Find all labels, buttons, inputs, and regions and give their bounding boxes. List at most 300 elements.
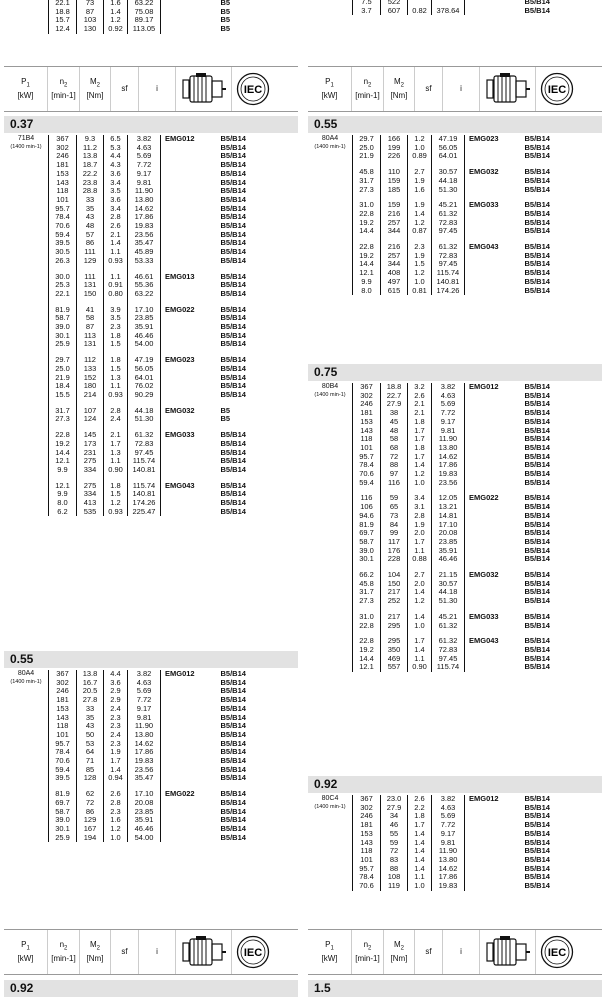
torque-value: 58 [77,314,104,323]
service-factor: 1.7 [408,427,432,436]
speed-value: 31.0 [353,613,381,622]
service-factor: 2.4 [104,415,128,424]
service-factor: 1.2 [104,825,128,834]
speed-value: 31.7 [353,177,381,186]
ratio-value: 11.90 [432,847,465,856]
flange-type: B5/B14 [524,611,550,621]
header-n2: $n_2$ [min-1] [48,930,80,974]
table-row [353,555,565,564]
ratio-value: 20.08 [128,799,161,808]
speed-value: 81.9 [353,521,381,530]
ratio-value: 5.69 [128,687,161,696]
flange-type: B5/B14 [524,175,550,185]
table-row [49,340,261,349]
flange-type: B5/B14 [220,168,246,178]
service-factor: 0.82 [408,7,432,16]
service-factor: 2.3 [104,323,128,332]
speed-value: 22.1 [49,290,77,299]
ratio-value: 11.90 [128,722,161,731]
torque-value: 85 [77,766,104,775]
flange-type: B5/B14 [524,134,550,143]
service-factor: 2.8 [104,213,128,222]
gearbox-model [465,512,523,521]
speed-value: 78.4 [353,873,381,882]
service-factor: 3.4 [104,205,128,214]
gearbox-model [465,418,523,427]
speed-value: 58.7 [49,314,77,323]
service-factor: 2.3 [104,722,128,731]
service-factor: 0.89 [408,152,432,161]
service-factor: 1.7 [408,453,432,462]
service-factor: 2.8 [408,512,432,521]
speed-value: 22.8 [353,622,381,631]
gearbox-model [465,804,523,813]
ratio-value: 17.86 [128,213,161,222]
speed-value: 95.7 [353,453,381,462]
gearbox-model [465,663,523,672]
torque-value: 38 [381,409,408,418]
ratio-value: 35.47 [128,774,161,783]
ratio-value: 72.83 [128,440,161,449]
ratio-value: 46.46 [128,332,161,341]
gearbox-model [465,470,523,479]
gearbox-model [465,847,523,856]
flange-type: B5/B14 [524,820,550,830]
flange-type: B5/B14 [524,872,550,882]
service-factor: 1.2 [408,597,432,606]
gear-table [352,795,565,891]
gearbox-model: EMG043 [469,636,499,646]
gearbox-model [161,834,219,843]
gearbox-model [465,555,523,564]
service-factor: 2.6 [408,392,432,401]
gearbox-model: EMG012 [165,134,195,143]
ratio-value: 63.22 [128,290,161,299]
gearbox-model: EMG032 [469,167,499,177]
service-factor: 2.0 [408,529,432,538]
service-factor: 0.93 [104,257,128,266]
gearbox-model [161,391,219,400]
service-factor: 1.0 [408,144,432,153]
ratio-value: 9.17 [432,830,465,839]
ratio-value: 9.17 [128,170,161,179]
gearbox-model [161,205,219,214]
ratio-value: 72.83 [432,252,465,261]
service-factor: 2.3 [104,808,128,817]
header-sf: sf [111,930,139,974]
gear-table [352,135,565,295]
ratio-value: 97.45 [432,227,465,236]
flange-type: B5/B14 [220,203,246,213]
gearbox-model [465,444,523,453]
ratio-value: 90.29 [128,391,161,400]
speed-value: 59.4 [49,231,77,240]
flange-type: B5/B14 [524,811,550,821]
ratio-value: 115.74 [432,663,465,672]
flange-type: B5/B14 [220,151,246,161]
gearbox-model [161,365,219,374]
speed-value: 81.9 [49,790,77,799]
flange-type: B5/B14 [524,596,550,606]
flange-type: B5 [220,24,231,34]
service-factor: 0.92 [104,25,128,34]
header-p1: $P_1$ [kW] [308,930,352,974]
service-factor: 1.7 [408,435,432,444]
motor-label [308,135,352,151]
torque-value: 131 [77,281,104,290]
flange-type: B5/B14 [220,498,246,508]
table-row [353,186,565,195]
speed-value: 15.7 [49,16,77,25]
gearbox-model [161,332,219,341]
gearbox-model [161,25,219,34]
flange-type: B5/B14 [220,489,246,499]
speed-value: 106 [353,503,381,512]
motor-icon [480,67,536,111]
ratio-value: 23.85 [432,538,465,547]
ratio-value: 115.74 [128,457,161,466]
flange-type: B5/B14 [524,653,550,663]
speed-value: 39.0 [49,816,77,825]
speed-value: 27.3 [353,597,381,606]
speed-value: 94.6 [353,512,381,521]
torque-value: 103 [77,16,104,25]
service-factor: 1.0 [104,834,128,843]
ratio-value: 35.91 [128,323,161,332]
header-m2: $M_2$ [Nm] [80,930,111,974]
gearbox-model: EMG043 [469,242,499,252]
torque-value: 116 [381,479,408,488]
speed-value: 18.8 [49,8,77,17]
speed-value: 30.5 [49,248,77,257]
table-row [353,287,565,296]
motor-speed: (1400 min-1) [10,144,42,150]
speed-value: 12.4 [49,25,77,34]
gearbox-model [465,435,523,444]
speed-value: 31.7 [49,407,77,416]
torque-value: 615 [381,287,408,296]
gearbox-model [161,490,219,499]
gearbox-model [161,799,219,808]
torque-value: 344 [381,260,408,269]
speed-value: 70.6 [49,757,77,766]
service-factor: 1.4 [408,856,432,865]
ratio-value: 115.74 [128,482,161,491]
service-factor: 4.3 [104,161,128,170]
service-factor: 2.3 [104,740,128,749]
speed-value: 143 [49,714,77,723]
speed-value: 246 [49,152,77,161]
gearbox-model [161,382,219,391]
gear-table [48,670,261,842]
flange-type: B5/B14 [220,773,246,783]
speed-value: 181 [49,161,77,170]
ratio-value: 44.18 [432,588,465,597]
speed-value: 118 [49,187,77,196]
speed-value: 70.6 [353,470,381,479]
torque-value: 557 [381,663,408,672]
torque-value: 48 [77,222,104,231]
ratio-value: 13.80 [432,856,465,865]
ratio-value: 61.32 [432,637,465,646]
service-factor: 3.5 [104,187,128,196]
ratio-value: 9.81 [432,839,465,848]
gearbox-model [161,508,219,517]
flange-type: B5/B14 [524,0,550,6]
ratio-value: 14.62 [432,453,465,462]
motor-icon [176,67,232,111]
torque-value: 104 [381,571,408,580]
ratio-value: 21.15 [432,571,465,580]
speed-value: 69.7 [353,529,381,538]
service-factor: 2.6 [408,795,432,804]
gearbox-model [465,812,523,821]
motor-icon [176,930,232,974]
torque-value: 334 [77,490,104,499]
ratio-value: 14.62 [128,740,161,749]
torque-value: 124 [77,415,104,424]
torque-value: 28.8 [77,187,104,196]
gearbox-model [465,177,523,186]
service-factor: 0.81 [408,287,432,296]
service-factor: 0.93 [104,391,128,400]
flange-type: B5/B14 [220,142,246,152]
gearbox-model [161,440,219,449]
table-row [353,479,565,488]
flange-type: B5/B14 [220,712,246,722]
flange-type: B5/B14 [220,355,246,365]
torque-value: 112 [77,356,104,365]
flange-type: B5/B14 [220,313,246,323]
ratio-value: 3.82 [432,795,465,804]
ratio-value: 45.21 [432,201,465,210]
speed-value: 8.0 [49,499,77,508]
ratio-value: 97.45 [432,260,465,269]
gearbox-model [161,679,219,688]
motor-label [308,383,352,399]
speed-value: 12.1 [353,663,381,672]
table-row [49,290,261,299]
gearbox-model: EMG012 [469,794,499,803]
ratio-value: 64.01 [128,374,161,383]
ratio-value: 5.69 [128,152,161,161]
ratio-value: 30.57 [432,580,465,589]
gearbox-model [161,179,219,188]
gearbox-model [161,257,219,266]
flange-type: B5/B14 [524,259,550,269]
iec-badge-text: IEC [243,84,263,96]
gearbox-model [465,0,523,7]
service-factor: 1.6 [408,186,432,195]
flange-type: B5/B14 [524,863,550,873]
torque-value: 214 [77,391,104,400]
gearbox-model [161,314,219,323]
gearbox-model: EMG023 [469,134,499,143]
torque-value: 33 [77,705,104,714]
gearbox-model [465,865,523,874]
flange-type: B5/B14 [220,832,246,842]
table-row [353,227,565,236]
gearbox-model: EMG043 [165,480,195,490]
ratio-value: 17.10 [432,521,465,530]
gearbox-model [465,461,523,470]
ratio-value: 51.30 [128,415,161,424]
table-row [49,415,261,424]
ratio-value: 140.81 [432,278,465,287]
flange-type: B5/B14 [220,363,246,373]
torque-value: 159 [381,201,408,210]
speed-value: 31.0 [353,201,381,210]
torque-value: 23.0 [381,795,408,804]
speed-value: 143 [353,427,381,436]
ratio-value: 23.85 [128,808,161,817]
service-factor: 1.8 [408,812,432,821]
ratio-value: 14.62 [128,205,161,214]
speed-value: 14.4 [49,449,77,458]
torque-value: 334 [77,466,104,475]
motor-speed: (1400 min-1) [314,392,346,398]
flange-type: B5/B14 [524,570,550,580]
service-factor: 2.1 [104,231,128,240]
torque-value: 13.8 [77,152,104,161]
service-factor: 1.8 [104,356,128,365]
torque-value: 159 [381,177,408,186]
motor-label [4,670,48,686]
ratio-value: 13.21 [432,503,465,512]
iec-badge-text: IEC [547,947,567,959]
speed-value: 181 [353,409,381,418]
iec-icon [232,67,274,111]
torque-value: 45 [381,418,408,427]
iec-badge-text: IEC [547,84,567,96]
service-factor: 1.7 [408,538,432,547]
ratio-value: 13.80 [128,196,161,205]
speed-value: 367 [353,795,381,804]
gearbox-model: EMG032 [165,405,195,415]
flange-type: B5/B14 [220,756,246,766]
ratio-value: 46.46 [432,555,465,564]
speed-value: 19.2 [353,252,381,261]
ratio-value: 23.56 [128,766,161,775]
speed-value: 153 [353,418,381,427]
torque-value: 35 [77,714,104,723]
service-factor: 2.8 [104,799,128,808]
gearbox-model [465,588,523,597]
flange-type: B5/B14 [524,469,550,479]
flange-type: B5/B14 [524,425,550,435]
speed-value: 302 [353,392,381,401]
ratio-value: 115.74 [432,269,465,278]
service-factor: 1.5 [408,260,432,269]
flange-type: B5/B14 [220,806,246,816]
ratio-value: 44.18 [128,407,161,416]
gearbox-model [161,239,219,248]
speed-value: 21.9 [49,374,77,383]
flange-type: B5/B14 [524,416,550,426]
service-factor: 2.4 [104,705,128,714]
speed-value: 153 [353,830,381,839]
gearbox-model [465,655,523,664]
flange-type: B5/B14 [524,460,550,470]
service-factor: 2.7 [408,571,432,580]
gearbox-model [465,547,523,556]
gearbox-model [465,400,523,409]
speed-value: 153 [49,170,77,179]
gearbox-model [161,231,219,240]
torque-value: 83 [381,856,408,865]
ratio-value: 19.83 [432,470,465,479]
header-i: i [443,67,480,111]
ratio-value: 113.05 [128,25,161,34]
power-band: 0.55 [308,116,602,133]
gearbox-model [161,731,219,740]
torque-value: 88 [381,865,408,874]
torque-value: 110 [381,168,408,177]
gearbox-model [465,830,523,839]
torque-value: 173 [77,440,104,449]
speed-value: 19.2 [49,440,77,449]
motor-icon [480,930,536,974]
service-factor: 0.91 [104,281,128,290]
gearbox-model [465,503,523,512]
torque-value: 71 [77,757,104,766]
gearbox-model [465,269,523,278]
speed-value: 95.7 [49,740,77,749]
service-factor: 1.7 [408,637,432,646]
service-factor: 2.2 [408,804,432,813]
torque-value: 18.7 [77,161,104,170]
torque-value: 58 [381,435,408,444]
table-row [49,391,261,400]
torque-value: 87 [77,323,104,332]
service-factor: 1.4 [408,613,432,622]
speed-value: 116 [353,494,381,503]
ratio-value: 17.86 [432,461,465,470]
torque-value: 350 [381,646,408,655]
speed-value: 246 [353,812,381,821]
ratio-value: 72.83 [432,219,465,228]
gearbox-model [161,774,219,783]
speed-value: 26.3 [49,257,77,266]
gearbox-model [465,252,523,261]
service-factor: 0.88 [408,555,432,564]
flange-type: B5/B14 [220,797,246,807]
motor-type: 80B4 [321,383,339,390]
flange-type: B5/B14 [220,177,246,187]
column-header [308,66,602,112]
torque-value: 217 [381,613,408,622]
speed-value: 246 [49,687,77,696]
torque-value: 20.5 [77,687,104,696]
partial-table [352,0,565,15]
flange-type: B5/B14 [524,881,550,891]
gearbox-model [161,499,219,508]
ratio-value: 61.32 [128,431,161,440]
service-factor: 2.9 [104,687,128,696]
service-factor: 1.1 [408,655,432,664]
speed-value: 12.1 [353,269,381,278]
ratio-value: 13.80 [432,444,465,453]
torque-value: 216 [381,210,408,219]
torque-value: 72 [381,453,408,462]
ratio-value: 140.81 [128,490,161,499]
torque-value: 13.8 [77,670,104,679]
speed-value: 153 [49,705,77,714]
gear-table [48,135,261,516]
flange-type: B5/B14 [220,389,246,399]
torque-value: 111 [77,248,104,257]
flange-type: B5/B14 [524,268,550,278]
